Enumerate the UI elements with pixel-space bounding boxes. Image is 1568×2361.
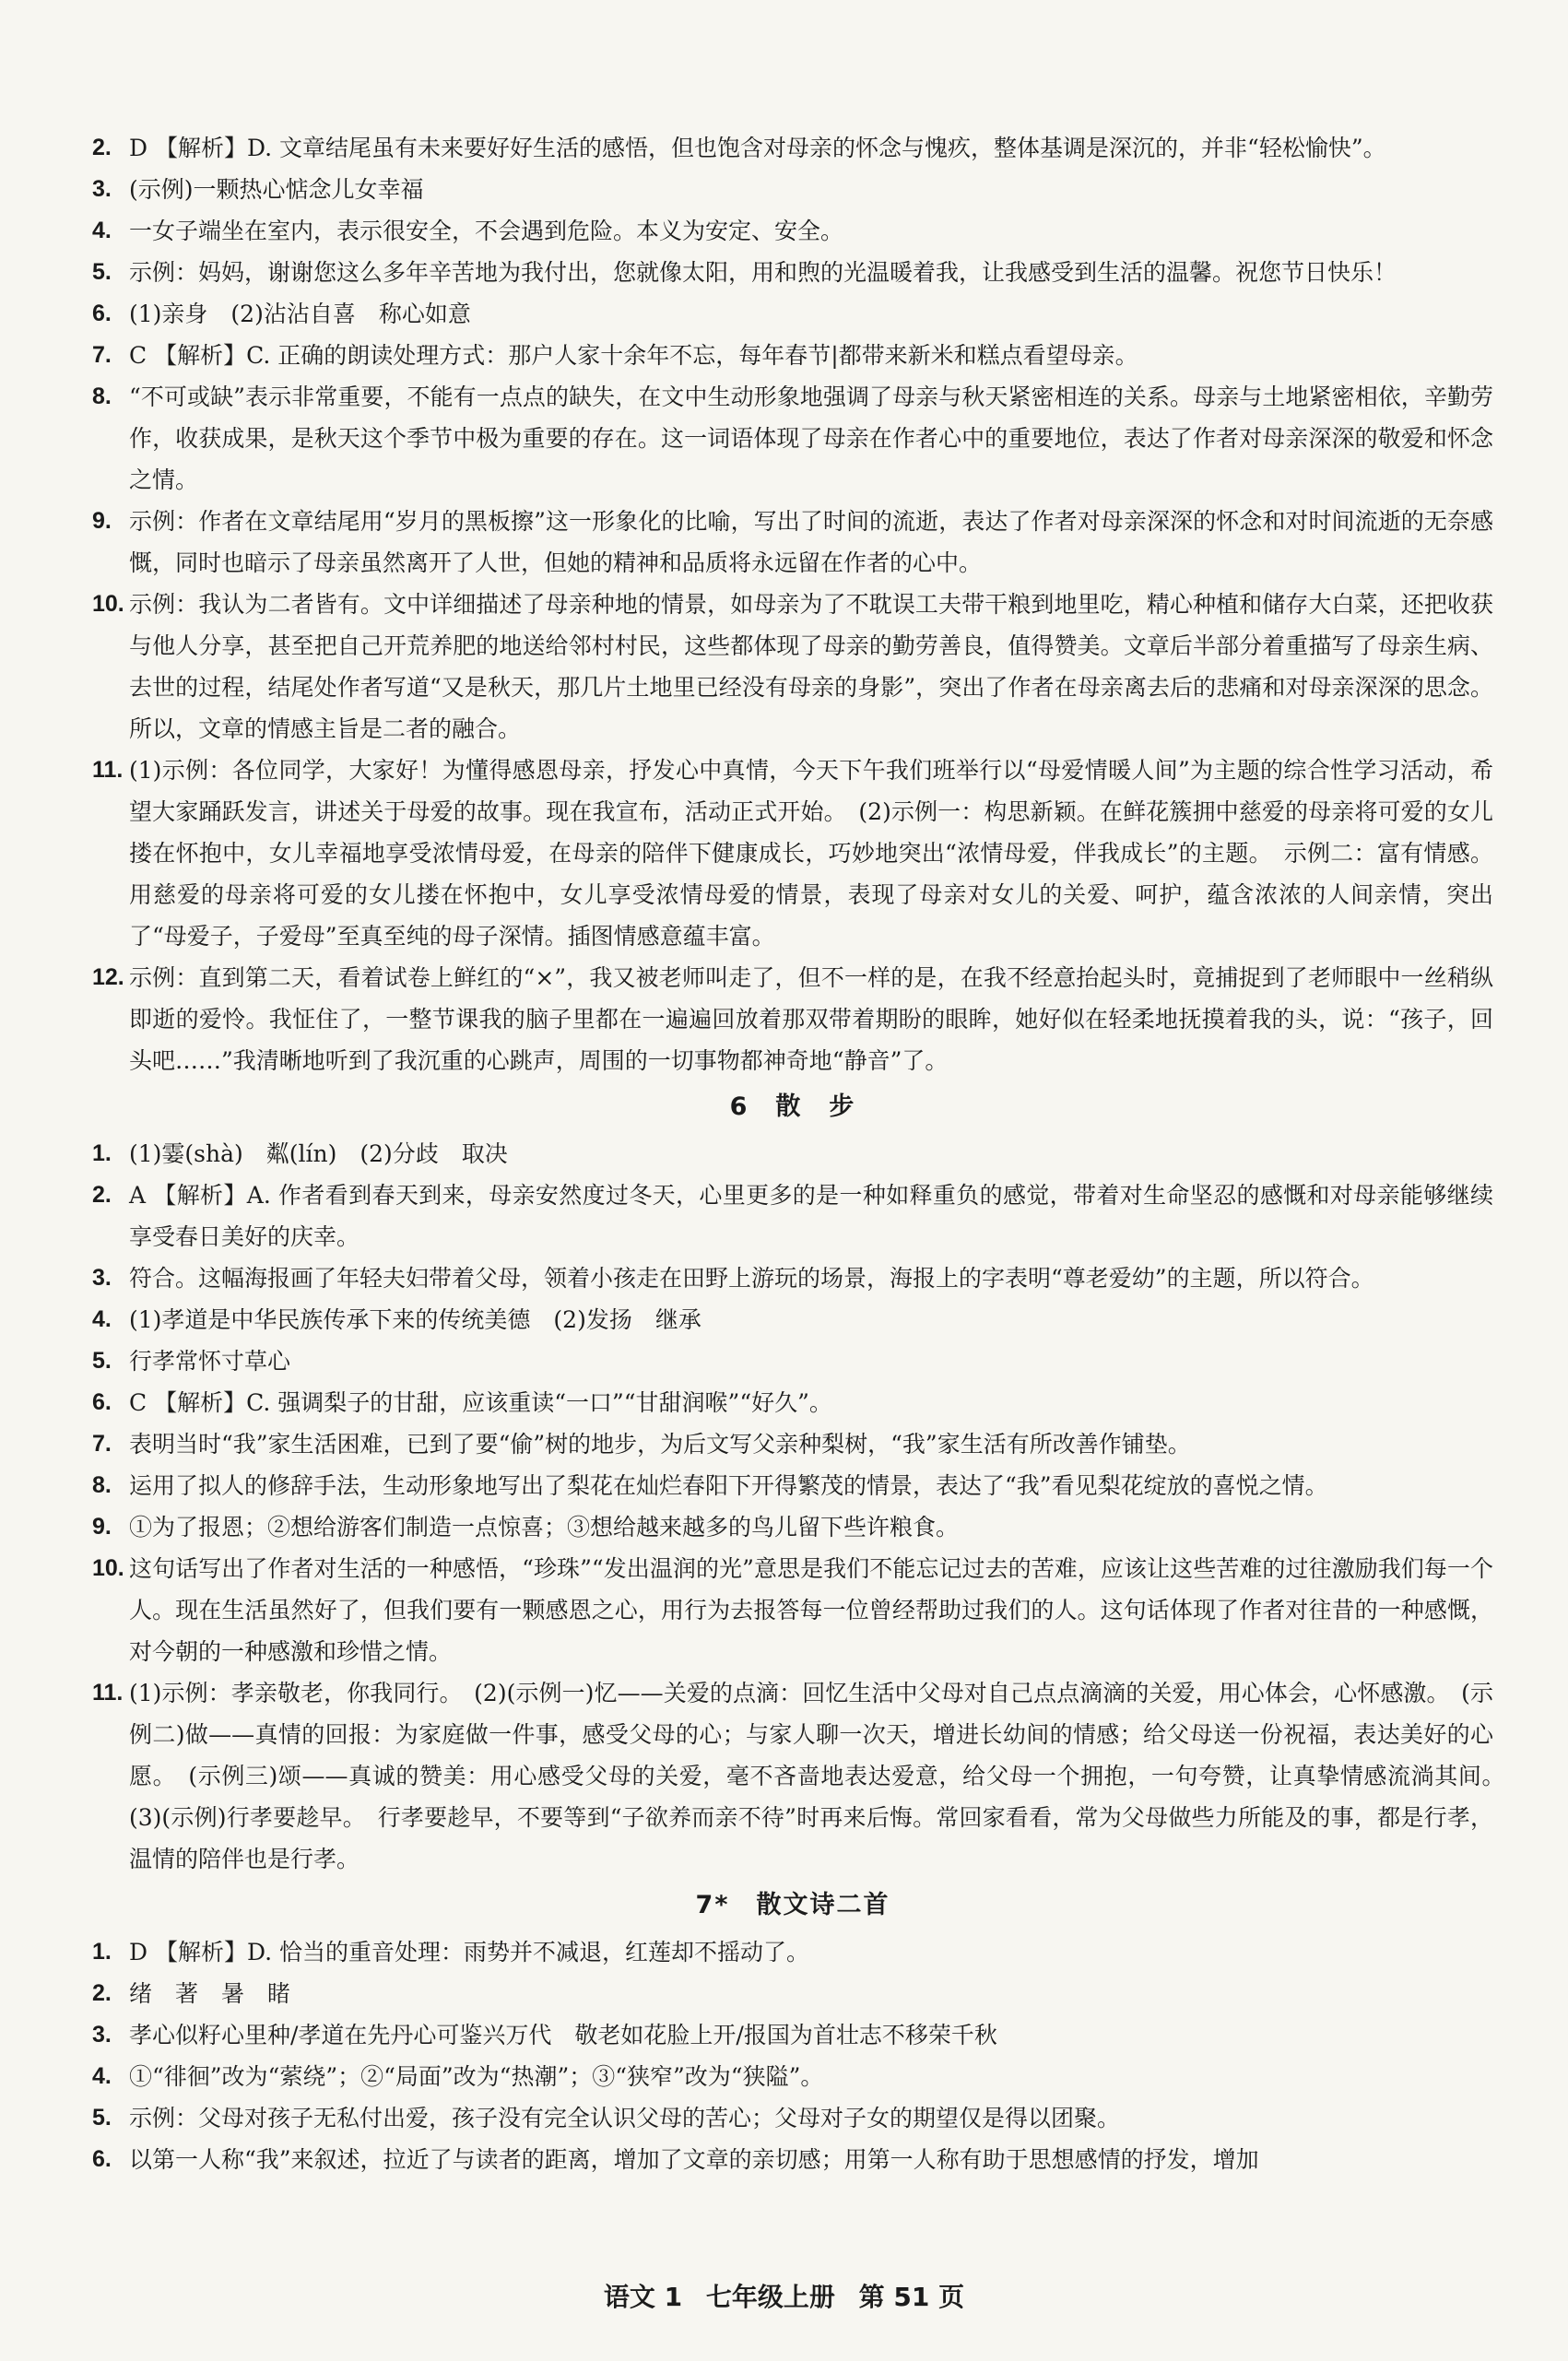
answer-item: 5. 行孝常怀寸草心	[92, 1348, 291, 1375]
answer-item: 1. D 【解析】D. 恰当的重音处理：雨势并不减退，红莲却不摇动了。	[92, 1939, 810, 1966]
answer-item: 5. 示例：妈妈，谢谢您这么多年辛苦地为我付出，您就像太阳，用和煦的光温暖着我，让我感受到生活的温馨。祝您节日快乐！	[92, 259, 1397, 286]
answer-item: 5. 示例：父母对孩子无私付出爱，孩子没有完全认识父母的苦心；父母对子女的期望仅是得以团聚。	[92, 2105, 1121, 2131]
footer-subject: 语文 1	[603, 2282, 683, 2312]
answer-item: 6. (1)亲身 (2)沾沾自喜 称心如意	[92, 301, 471, 327]
footer-page-number: 第 51 页	[858, 2282, 965, 2312]
answer-item: 9. 示例：作者在文章结尾用“岁月的黑板擦”这一形象化的比喻，写出了时间的流逝，表达了作者对母亲深深的怀念和对时间流逝的无奈感慨，同时也暗示了母亲虽然离开了人世，但她的精神和品质将永远留在作者的心中。	[92, 508, 1493, 576]
answer-item: 11. (1)示例：各位同学，大家好！为懂得感恩母亲，抒发心中真情，今天下午我们班举行以“母爱情暖人间”为主题的综合性学习活动，希望大家踊跃发言，讲述关于母爱的故事。现在我宣布，活动正式开始。 (2)示例一：构思新颖。在鲜花簇拥中慈爱的母亲将可爱的女儿搂在怀抱中，女儿幸福地享受浓情母爱，在母亲的陪伴下健康成长，巧妙地突出“浓情母爱，伴我成长”的主题。 示例二：富有情感。用慈爱的母亲将可爱的女儿搂在怀抱中，女儿享受浓情母爱的情景，表现了母亲对女儿的关爱、呵护，蕴含浓浓的人间亲情，突出了“母爱子，子爱母”至真至纯的母子深情。插图情感意蕴丰富。	[92, 757, 1493, 950]
answer-item: 2. A 【解析】A. 作者看到春天到来，母亲安然度过冬天，心里更多的是一种如释重负的感觉，带着对生命坚忍的感慨和对母亲能够继续享受春日美好的庆幸。	[92, 1182, 1493, 1250]
answer-item: 3. 符合。这幅海报画了年轻夫妇带着父母，领着小孩走在田野上游玩的场景，海报上的字表明“尊老爱幼”的主题，所以符合。	[92, 1265, 1374, 1292]
section-title-6: 6 散 步	[729, 1092, 856, 1121]
answer-item: 4. ①“徘徊”改为“萦绕”；②“局面”改为“热潮”；③“狭窄”改为“狭隘”。	[92, 2063, 824, 2090]
answer-item: 10. 这句话写出了作者对生活的一种感悟，“珍珠”“发出温润的光”意思是我们不能忘记过去的苦难，应该让这些苦难的过往激励我们每一个人。现在生活虽然好了，但我们要有一颗感恩之心，用行为去报答每一位曾经帮助过我们的人。这句话体现了作者对往昔的一种感慨，对今朝的一种感激和珍惜之情。	[92, 1555, 1493, 1665]
answer-item: 3. (示例)一颗热心惦念儿女幸福	[92, 176, 424, 203]
answer-item: 10. 示例：我认为二者皆有。文中详细描述了母亲种地的情景，如母亲为了不耽误工夫带干粮到地里吃，精心种植和储存大白菜，还把收获与他人分享，甚至把自己开荒养肥的地送给邻村村民，这些都体现了母亲的勤劳善良，值得赞美。文章后半部分着重描写了母亲生病、去世的过程，结尾处作者写道“又是秋天，那几片土地里已经没有母亲的身影”，突出了作者在母亲离去后的悲痛和对母亲深深的思念。所以，文章的情感主旨是二者的融合。	[92, 591, 1493, 742]
section-title-7: 7* 散文诗二首	[695, 1891, 890, 1919]
answer-item: 7. 表明当时“我”家生活困难，已到了要“偷”树的地步，为后文写父亲种梨树，“我”家生活有所改善作铺垫。	[92, 1431, 1191, 1458]
answer-item: 11. (1)示例：孝亲敬老，你我同行。 (2)(示例一)忆——关爱的点滴：回忆生活中父母对自己点点滴滴的关爱，用心体会，心怀感激。 (示例二)做——真情的回报：为家庭做一件事，感受父母的心；与家人聊一次天，增进长幼间的情感；给父母送一份祝福，表达美好的心愿。 (示例三)颂——真诚的赞美：用心感受父母的关爱，毫不吝啬地表达爱意，给父母一个拥抱，一句夸赞，让真挚情感流淌其间。 (3)(示例)行孝要趁早。 行孝要趁早，不要等到“子欲养而亲不待”时再来后悔。常回家看看，常为父母做些力所能及的事，都是行孝，温情的陪伴也是行孝。	[92, 1680, 1517, 1872]
answer-item: 8. 运用了拟人的修辞手法，生动形象地写出了梨花在灿烂春阳下开得繁茂的情景，表达了“我”看见梨花绽放的喜悦之情。	[92, 1472, 1328, 1499]
footer-grade: 七年级上册	[705, 2282, 835, 2312]
answer-item: 6. 以第一人称“我”来叙述，拉近了与读者的距离，增加了文章的亲切感；用第一人称有助于思想感情的抒发，增加	[92, 2146, 1259, 2173]
answer-item: 3. 孝心似籽心里种/孝道在先丹心可鉴兴万代 敬老如花脸上开/报国为首壮志不移荣千秋	[92, 2022, 997, 2048]
answer-item: 4. 一女子端坐在室内，表示很安全，不会遇到危险。本义为安定、安全。	[92, 218, 844, 244]
answer-page	[92, 127, 1517, 2180]
answers-lesson-7	[92, 1931, 1493, 2180]
answer-item: 6. C 【解析】C. 强调梨子的甘甜，应该重读“一口”“甘甜润喉”“好久”。	[92, 1389, 832, 1416]
answer-item: 9. ①为了报恩；②想给游客们制造一点惊喜；③想给越来越多的鸟儿留下些许粮食。	[92, 1514, 960, 1541]
page-footer	[0, 2277, 1568, 2314]
answer-item: 7. C 【解析】C. 正确的朗读处理方式：那户人家十余年不忘，每年春节|都带来新米和糕点看望母亲。	[92, 342, 1138, 369]
answer-item: 4. (1)孝道是中华民族传承下来的传统美德 (2)发扬 继承	[92, 1306, 701, 1333]
answer-item: 2. D 【解析】D. 文章结尾虽有未来要好好生活的感悟，但也饱含对母亲的怀念与愧疚，整体基调是深沉的，并非“轻松愉快”。	[92, 135, 1386, 161]
answer-item: 8. “不可或缺”表示非常重要，不能有一点点的缺失，在文中生动形象地强调了母亲与秋天紧密相连的关系。母亲与土地紧密相依，辛勤劳作，收获成果，是秋天这个季节中极为重要的存在。这一词语体现了母亲在作者心中的重要地位，表达了作者对母亲深深的敬爱和怀念之情。	[92, 384, 1493, 493]
answer-item: 12. 示例：直到第二天，看着试卷上鲜红的“×”，我又被老师叫走了，但不一样的是，在我不经意抬起头时，竟捕捉到了老师眼中一丝稍纵即逝的爱怜。我怔住了，一整节课我的脑子里都在一遍遍回放着那双带着期盼的眼眸，她好似在轻柔地抚摸着我的头，说：“孩子，回头吧……”我清晰地听到了我沉重的心跳声，周围的一切事物都神奇地“静音”了。	[92, 964, 1493, 1074]
answers-lesson-6	[92, 1133, 1517, 1880]
answer-item: 2. 绪 著 暑 睹	[92, 1980, 291, 2007]
answers-lesson-5	[92, 127, 1493, 1081]
answer-item: 1. (1)霎(shà) 粼(lín) (2)分歧 取决	[92, 1140, 508, 1167]
